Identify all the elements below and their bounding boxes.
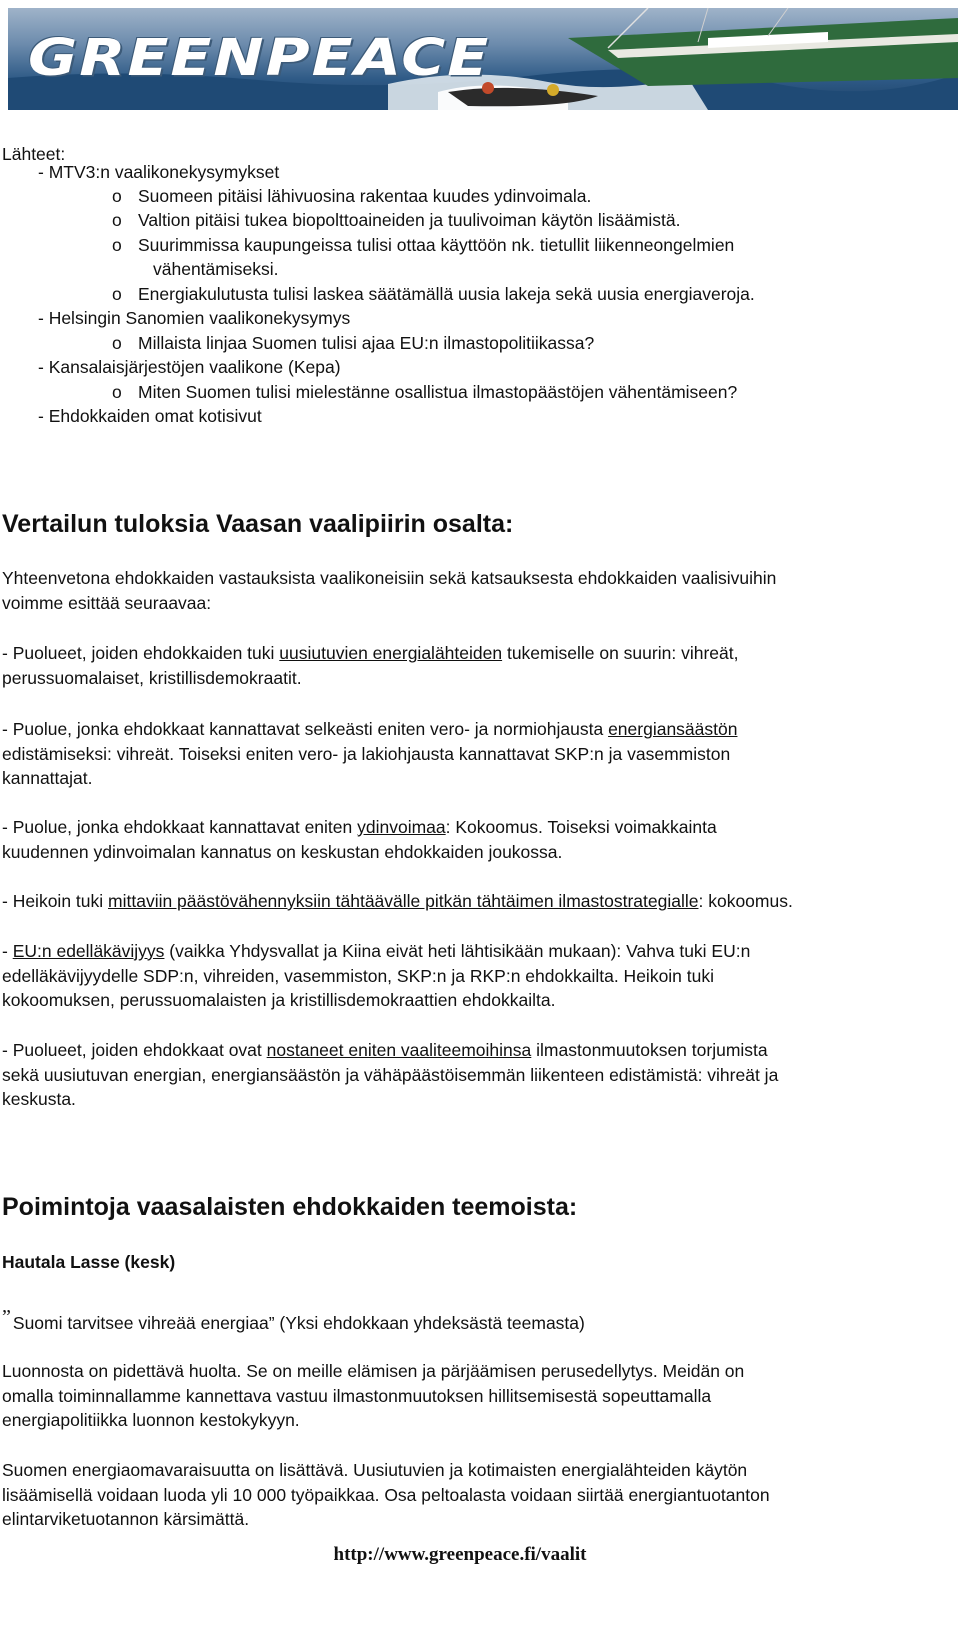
sources-label: Lähteet: xyxy=(2,144,66,164)
result-paragraph: - EU:n edelläkävijyys (vaikka Yhdysvallat ja Kiina eivät heti lähtisikään mukaan): Vahva tuki EU:n edelläkävijyydelle SDP:n, vihreiden, vasemmiston, SKP:n ja RKP:n ehdokkailta. Heikoin tuki kokoomuksen, perussuomalaisten ja kristillisdemokraattien ehdokkailta. xyxy=(2,941,751,1010)
nuclear-power-link[interactable]: ydinvoimaa xyxy=(357,817,446,837)
quote-mark: ” xyxy=(2,1306,11,1328)
candidate-name: Hautala Lasse (kesk) xyxy=(2,1252,176,1272)
bullet-icon: o xyxy=(112,235,122,255)
climate-strategy-link[interactable]: mittaviin päästövähennyksiin tähtäävälle pitkän tähtäimen ilmastostrategialle xyxy=(108,891,699,911)
bullet-icon: o xyxy=(112,382,122,402)
list-item: o Millaista linjaa Suomen tulisi ajaa EU:n ilmastopolitiikassa? xyxy=(112,333,595,353)
bullet-icon: o xyxy=(112,333,122,353)
picks-heading: Poimintoja vaasalaisten ehdokkaiden teemoista: xyxy=(2,1193,578,1221)
source-hs: - Helsingin Sanomien vaalikonekysymys xyxy=(38,308,351,328)
bullet-icon: o xyxy=(112,210,122,230)
greenpeace-logo: GREENPEACE xyxy=(28,28,491,88)
energy-saving-link[interactable]: energiansäästön xyxy=(608,719,738,739)
result-paragraph: - Puolueet, joiden ehdokkaat ovat nostaneet eniten vaaliteemoihinsa ilmastonmuutoksen torjumista sekä uusiutuvan energian, energiansäästön ja vähäpäästöisemmän liikenteen edistämistä: vihreät ja keskusta. xyxy=(2,1040,779,1109)
result-paragraph: - Puolue, jonka ehdokkaat kannattavat eniten ydinvoimaa: Kokoomus. Toiseksi voimakkainta kuudennen ydinvoimalan kannatus on keskustan ehdokkaiden joukossa. xyxy=(2,817,717,862)
source-homepages: - Ehdokkaiden omat kotisivut xyxy=(38,406,262,426)
bullet-icon: o xyxy=(112,284,122,304)
results-heading: Vertailun tuloksia Vaasan vaalipiirin osalta: xyxy=(2,510,514,538)
header-banner xyxy=(8,8,958,110)
list-item: o Suurimmissa kaupungeissa tulisi ottaa käyttöön nk. tietullit liikenneongelmien xyxy=(112,235,735,255)
list-item: o Suomeen pitäisi lähivuosina rakentaa kuudes ydinvoimala. xyxy=(112,186,592,206)
candidate-paragraph: Luonnosta on pidettävä huolta. Se on meille elämisen ja pärjäämisen perusedellytys. Meidän on omalla toiminnallamme kannettava vastuu ilmastonmuutoksen hillitsemisestä sopeuttamalla energiapolitiikka luonnon kestokykyyn. xyxy=(2,1361,745,1430)
list-item-continuation: vähentämiseksi. xyxy=(153,259,279,279)
bullet-icon: o xyxy=(112,186,122,206)
result-paragraph: - Heikoin tuki mittaviin päästövähennyksiin tähtäävälle pitkän tähtäimen ilmastostrategialle: kokoomus. xyxy=(2,891,793,911)
eu-leadership-link[interactable]: EU:n edelläkävijyys xyxy=(12,941,165,961)
list-item: o Valtion pitäisi tukea biopolttoaineiden ja tuulivoiman käytön lisäämistä. xyxy=(112,210,681,230)
source-mtv3: - MTV3:n vaalikonekysymykset xyxy=(38,162,280,182)
list-item: o Miten Suomen tulisi mielestänne osallistua ilmastopäästöjen vähentämiseen? xyxy=(112,382,738,402)
source-kepa: - Kansalaisjärjestöjen vaalikone (Kepa) xyxy=(38,357,341,377)
renewable-energy-link[interactable]: uusiutuvien energialähteiden xyxy=(279,643,503,663)
list-item: o Energiakulutusta tulisi laskea säätämällä uusia lakeja sekä uusia energiaveroja. xyxy=(112,284,755,304)
campaign-themes-link[interactable]: nostaneet eniten vaaliteemoihinsa xyxy=(266,1040,532,1060)
results-intro: Yhteenvetona ehdokkaiden vastauksista vaalikoneisiin sekä katsauksesta ehdokkaiden vaalisivuihin voimme esittää seuraavaa: xyxy=(2,568,777,613)
candidate-quote: ” Suomi tarvitsee vihreää energiaa” (Yksi ehdokkaan yhdeksästä teemasta) xyxy=(2,1306,585,1333)
footer-url-link[interactable]: http://www.greenpeace.fi/vaalit xyxy=(333,1544,587,1565)
result-paragraph: - Puolueet, joiden ehdokkaiden tuki uusiutuvien energialähteiden tukemiselle on suurin: vihreät, perussuomalaiset, kristillisdemokraatit. xyxy=(2,643,739,688)
candidate-paragraph: Suomen energiaomavaraisuutta on lisättävä. Uusiutuvien ja kotimaisten energialähteiden käytön lisäämisellä voidaan luoda yli 10 000 työpaikkaa. Osa peltoalasta voidaan siirtää energiantuotanton elintarviketuotannon kärsimättä. xyxy=(2,1460,770,1529)
result-paragraph: - Puolue, jonka ehdokkaat kannattavat selkeästi eniten vero- ja normiohjausta energiansäästön edistämiseksi: vihreät. Toiseksi eniten vero- ja lakiohjausta kannattavat SKP:n ja vasemmiston kannattajat. xyxy=(2,719,738,788)
